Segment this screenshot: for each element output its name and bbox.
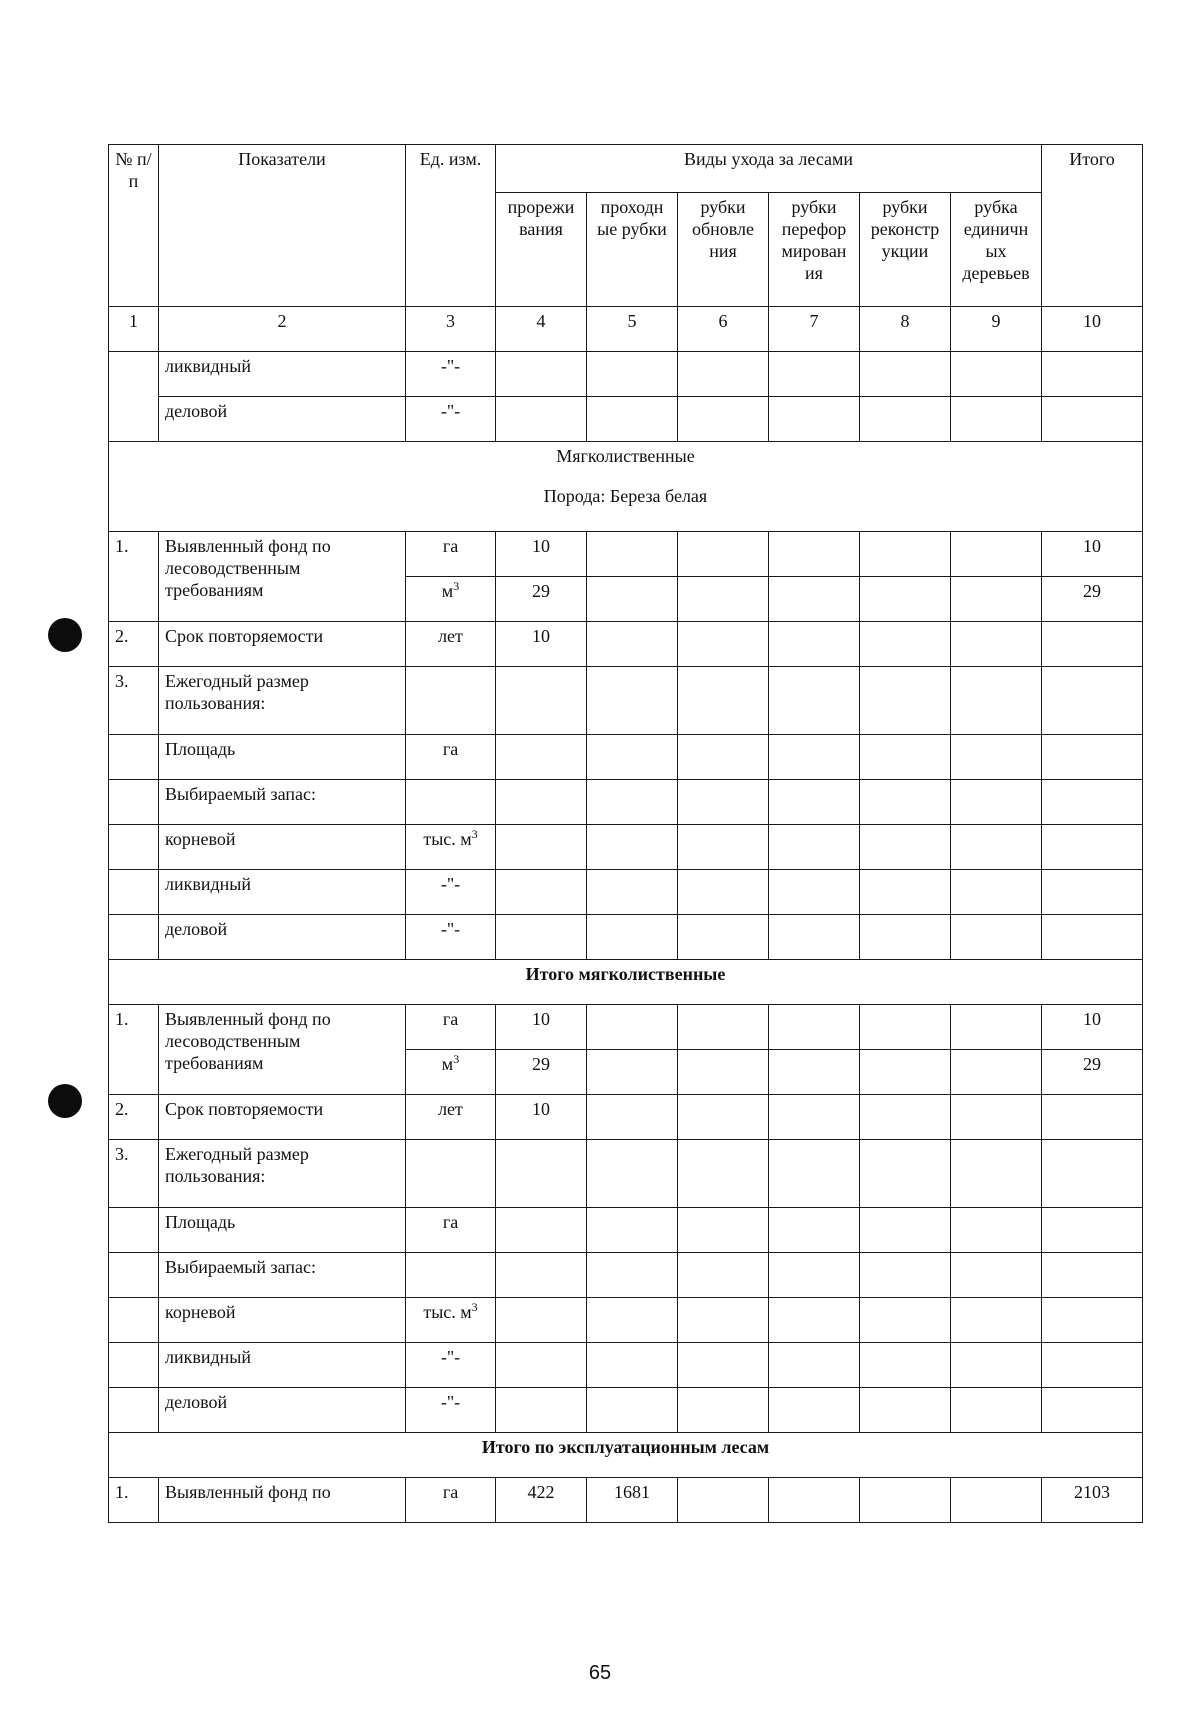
cell-total: 29: [1042, 577, 1143, 622]
page-number: 65: [588, 1662, 612, 1684]
row-label: Выбираемый запас:: [159, 780, 406, 825]
row-unit: -"-: [406, 352, 496, 397]
cell-total: 10: [1042, 532, 1143, 577]
cell-value: 10: [496, 622, 587, 667]
header-indicator: Показатели: [159, 145, 406, 307]
cell-total: 10: [1042, 1005, 1143, 1050]
header-type: прорежи вания: [496, 193, 587, 307]
row-unit: тыс. $м^3$: [406, 825, 496, 870]
row-label: Площадь: [159, 735, 406, 780]
header-type: проходн ые рубки: [587, 193, 678, 307]
row-label: деловой: [159, 397, 406, 442]
row-unit: -"-: [406, 870, 496, 915]
column-number: 6: [678, 307, 769, 352]
section-name: Мягколиственные: [556, 446, 695, 466]
header-number: № п/п: [109, 145, 159, 307]
cell-value: 10: [496, 532, 587, 577]
header-type: рубки перефор мирован ия: [769, 193, 860, 307]
row-unit: га: [406, 532, 496, 577]
row-label: ликвидный: [159, 352, 406, 397]
row-label: Выявленный фонд по лесоводственным требованиям: [159, 1005, 406, 1095]
row-unit: -"-: [406, 397, 496, 442]
row-label: Срок повторяемости: [159, 622, 406, 667]
cell-value: 1681: [587, 1478, 678, 1523]
row-unit: тыс. $м^3$: [406, 1298, 496, 1343]
column-number: 3: [406, 307, 496, 352]
row-number: 2.: [109, 1095, 159, 1140]
section-total-title: Итого по эксплуатационным лесам: [109, 1433, 1143, 1478]
column-number: 4: [496, 307, 587, 352]
column-number: 2: [159, 307, 406, 352]
row-label: корневой: [159, 825, 406, 870]
column-number: 10: [1042, 307, 1143, 352]
header-type: рубки обновле ния: [678, 193, 769, 307]
header-total: Итого: [1042, 145, 1143, 307]
row-number: 1.: [109, 532, 159, 622]
row-label: Выявленный фонд по лесоводственным требованиям: [159, 532, 406, 622]
row-unit: лет: [406, 622, 496, 667]
row-label: ликвидный: [159, 1343, 406, 1388]
header-type: рубка единичн ых деревьев: [951, 193, 1042, 307]
row-unit: $м^3$: [406, 577, 496, 622]
row-number: 2.: [109, 622, 159, 667]
row-unit: га: [406, 1478, 496, 1523]
header-type: рубки реконстр укции: [860, 193, 951, 307]
row-label: Ежегодный размер пользования:: [159, 667, 406, 735]
row-number: 1.: [109, 1478, 159, 1523]
column-number: 7: [769, 307, 860, 352]
column-number: 9: [951, 307, 1042, 352]
cell-value: 10: [496, 1095, 587, 1140]
row-label: Площадь: [159, 1208, 406, 1253]
breed-name: Порода: Береза белая: [543, 485, 708, 506]
row-unit: -"-: [406, 1343, 496, 1388]
row-unit: -"-: [406, 1388, 496, 1433]
cell-value: 29: [496, 577, 587, 622]
row-label: деловой: [159, 915, 406, 960]
row-label: Выявленный фонд по: [159, 1478, 406, 1523]
punch-hole-icon: [48, 618, 82, 652]
forest-care-table: [108, 144, 1143, 1523]
row-label: деловой: [159, 1388, 406, 1433]
row-label: Выбираемый запас:: [159, 1253, 406, 1298]
cell-total: 2103: [1042, 1478, 1143, 1523]
section-total-title: Итого мягколиственные: [109, 960, 1143, 1005]
column-number: 5: [587, 307, 678, 352]
row-unit: га: [406, 735, 496, 780]
column-number: 1: [109, 307, 159, 352]
row-unit: лет: [406, 1095, 496, 1140]
section-title: [109, 442, 1143, 532]
row-unit: га: [406, 1005, 496, 1050]
row-number: 3.: [109, 667, 159, 735]
cell-value: 10: [496, 1005, 587, 1050]
row-unit: $м^3$: [406, 1050, 496, 1095]
row-label: Ежегодный размер пользования:: [159, 1140, 406, 1208]
header-care-types: Виды ухода за лесами: [496, 145, 1042, 193]
cell-value: 422: [496, 1478, 587, 1523]
header-unit: Ед. изм.: [406, 145, 496, 307]
row-label: ликвидный: [159, 870, 406, 915]
column-number: 8: [860, 307, 951, 352]
cell-value: 29: [496, 1050, 587, 1095]
punch-hole-icon: [48, 1084, 82, 1118]
row-number: 3.: [109, 1140, 159, 1208]
row-label: Срок повторяемости: [159, 1095, 406, 1140]
row-label: корневой: [159, 1298, 406, 1343]
row-unit: га: [406, 1208, 496, 1253]
row-number: 1.: [109, 1005, 159, 1095]
cell-total: 29: [1042, 1050, 1143, 1095]
row-unit: -"-: [406, 915, 496, 960]
